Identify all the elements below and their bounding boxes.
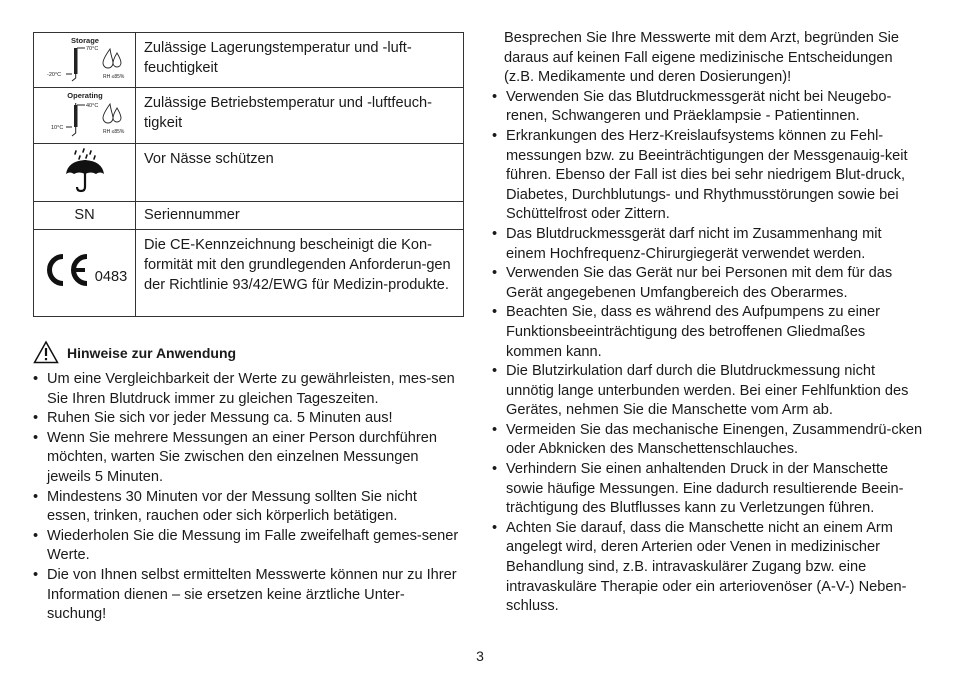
ce-symbol-cell <box>34 229 136 316</box>
operating-title: Operating <box>66 91 103 101</box>
list-item: • Das Blutdruckmessgerät darf nicht im Zusammenhang mit einem Hochfrequenz-Chirurgiegerät verwendet werden. <box>492 225 924 264</box>
section-title: Hinweise zur Anwendung <box>67 345 237 361</box>
operating-symbol-cell <box>34 88 136 144</box>
list-item: • Verwenden Sie das Gerät nur bei Personen mit dem für das Gerät angegebenen Umfangbereich des Oberarmes. <box>492 264 924 303</box>
list-item: • Erkrankungen des Herz-Kreislaufsystems können zu Fehl-messungen bzw. zu Beeinträchtigungen der Messgenauig-keit führen. Ebenso der Fall ist dies bei sehr niedrigem Blut-druck, Diabetes, Durchblutungs- und Rhythmusstörungen sowie bei Schüttelfrost oder Zittern. <box>492 127 924 225</box>
umbrella-icon <box>62 147 108 193</box>
operating-humidity: RH ≤85% <box>102 129 124 136</box>
list-item: • Um eine Vergleichbarkeit der Werte zu gewährleisten, mes-sen Sie Ihren Blutdruck immer zu gleichen Tageszeiten. <box>33 370 463 409</box>
storage-humidity: RH ≤85% <box>102 73 124 80</box>
list-item: • Beachten Sie, dass es während des Aufpumpens zu einer Funktionsbeeinträchtigung des betroffenen Gliedmaßes kommen kann. <box>492 303 924 362</box>
ce-description: Die CE-Kennzeichnung bescheinigt die Kon-formität mit den grundlegenden Anforderun-gen der Richtlinie 93/42/EWG für Medizin-produkte. <box>136 229 464 316</box>
list-item: • Achten Sie darauf, dass die Manschette nicht an einem Arm angelegt wird, deren Arterien oder Venen in medizinischer Behandlung sind, z.B. intravaskulärer Zugang bzw. eine intravaskuläre Therapie oder ein arteriovenöser (A-V-) Neben-schluss. <box>492 519 924 617</box>
list-item: • Wenn Sie mehrere Messungen an einer Person durchführen möchten, warten Sie zwischen den einzelnen Messungen jeweils 5 Minuten. <box>33 429 463 488</box>
left-column <box>33 340 463 625</box>
warning-triangle-icon <box>33 340 59 364</box>
list-item: • Verwenden Sie das Blutdruckmessgerät nicht bei Neugebo-renen, Schwangeren und Präeklampsie - Patientinnen. <box>492 88 924 127</box>
continued-paragraph: Besprechen Sie Ihre Messwerte mit dem Arzt, begründen Sie daraus auf keinen Fall eigene medizinische Entscheidungen (z.B. Medikamente und deren Dosierungen)! <box>504 30 900 86</box>
section-heading <box>33 340 463 364</box>
storage-temp-low: -20°C <box>46 71 61 78</box>
list-item: • Vermeiden Sie das mechanische Einengen, Zusammendrü-cken oder Abknicken des Manschettenschlauches. <box>492 421 924 460</box>
symbol-row-serial <box>34 201 464 229</box>
symbol-table <box>33 32 464 317</box>
storage-conditions-icon <box>39 34 131 82</box>
symbol-row-operating <box>34 88 464 144</box>
symbol-row-storage <box>34 33 464 88</box>
notified-body-number: 0483 <box>94 269 128 286</box>
operating-temp-low: 10°C <box>50 125 63 132</box>
ce-mark-icon <box>42 253 92 287</box>
list-item: • Wiederholen Sie die Messung im Falle zweifelhaft gemes-sener Werte. <box>33 527 463 566</box>
storage-symbol-cell <box>34 33 136 88</box>
umbrella-symbol-cell <box>34 144 136 201</box>
umbrella-description: Vor Nässe schützen <box>136 144 464 201</box>
list-item: • Die von Ihnen selbst ermittelten Messwerte können nur zu Ihrer Information dienen – sie ersetzen keine ärztliche Unter-suchung! <box>33 566 463 625</box>
right-column <box>492 29 924 617</box>
serial-description: Seriennummer <box>136 201 464 229</box>
list-item: • Die Blutzirkulation darf durch die Blutdruckmessung nicht unnötig lange unterbunden werden. Bei einer Fehlfunktion des Gerätes, nehmen Sie die Manschette vom Arm ab. <box>492 362 924 421</box>
symbol-row-umbrella <box>34 144 464 201</box>
right-bullet-list <box>492 88 924 617</box>
storage-title: Storage <box>70 35 99 45</box>
page-number: 3 <box>476 648 484 664</box>
operating-description: Zulässige Betriebstemperatur und -luftfeuch-tigkeit <box>136 88 464 144</box>
serial-symbol-cell <box>34 201 136 229</box>
serial-number-symbol: SN <box>74 207 95 224</box>
storage-description: Zulässige Lagerungstemperatur und -luft-feuchtigkeit <box>136 33 464 88</box>
operating-conditions-icon <box>39 89 131 137</box>
storage-temp-high: 70°C <box>85 45 98 52</box>
list-item: • Verhindern Sie einen anhaltenden Druck in der Manschette sowie häufige Messungen. Eine dadurch resultierende Beein-trächtigung des Blutflusses kann zu Verletzungen führen. <box>492 460 924 519</box>
symbol-row-ce <box>34 229 464 316</box>
list-item: • Ruhen Sie sich vor jeder Messung ca. 5 Minuten aus! <box>33 409 463 429</box>
list-item: • Mindestens 30 Minuten vor der Messung sollten Sie nicht essen, trinken, rauchen oder sich körperlich betätigen. <box>33 488 463 527</box>
left-bullet-list <box>33 370 463 625</box>
operating-temp-high: 40°C <box>85 103 98 110</box>
